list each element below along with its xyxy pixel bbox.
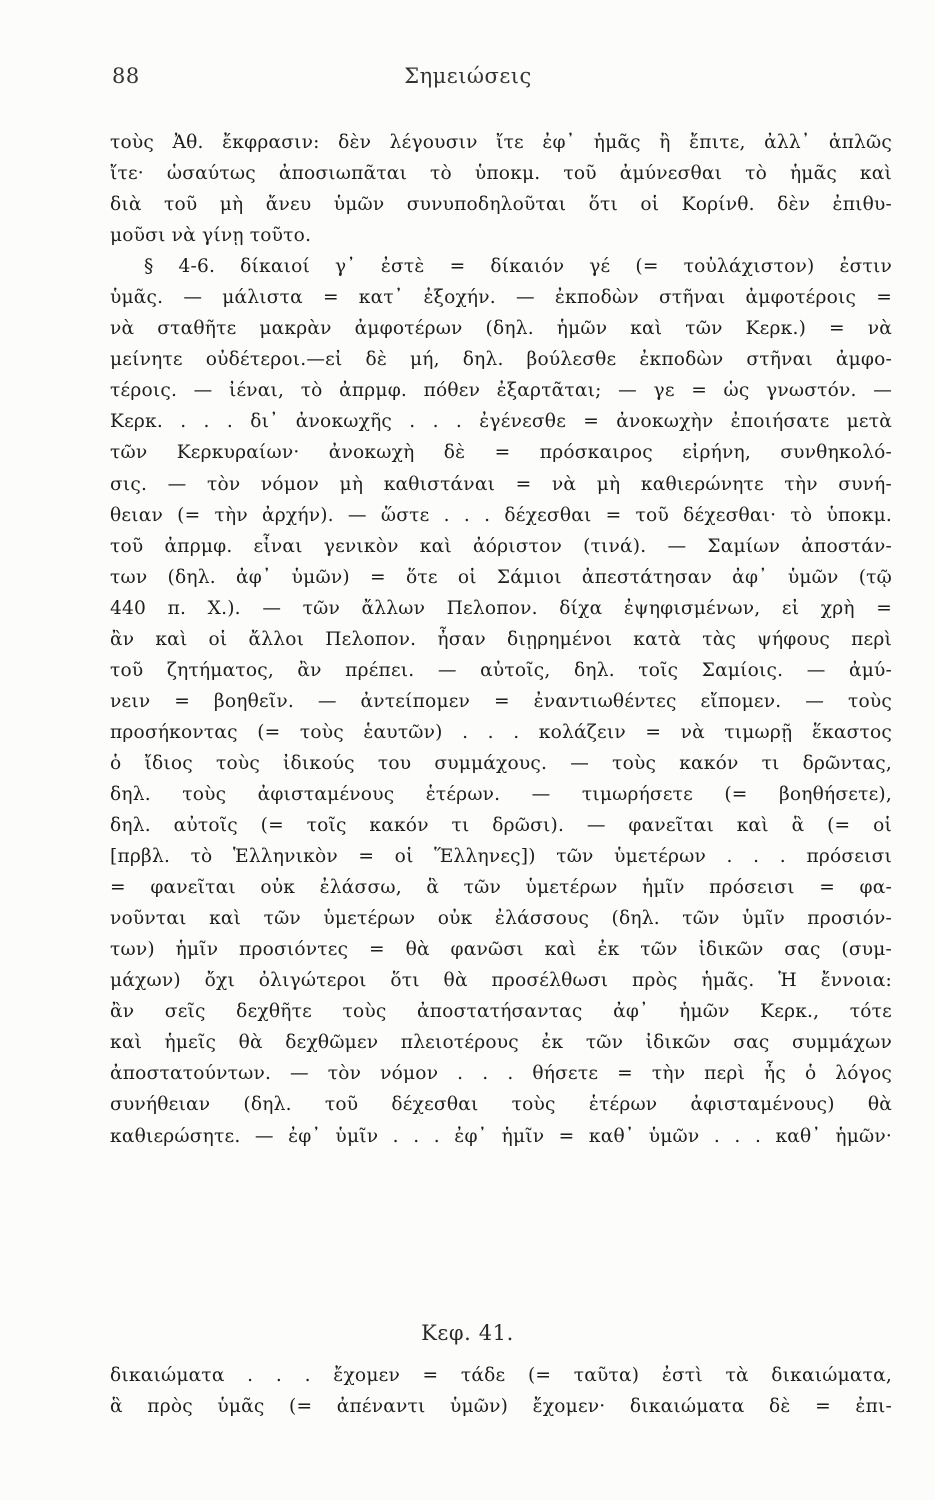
text-line: νὰ σταθῆτε μακρὰν ἀμφοτέρων (δηλ. ἡμῶν καὶ τῶν Κερκ.) = νὰ <box>110 318 892 340</box>
text-line: των (δηλ. ἀφ᾽ ὑμῶν) = ὅτε οἱ Σάμιοι ἀπεστάτησαν ἀφ᾽ ὑμῶν (τῷ <box>110 566 892 588</box>
text-line: δικαιώματα . . . ἔχομεν = τάδε (= ταῦτα) ἐστὶ τὰ δικαιώματα, <box>110 1365 892 1386</box>
text-line: καὶ ἡμεῖς θὰ δεχθῶμεν πλειοτέρους ἐκ τῶν ἰδικῶν σας συμμάχων <box>110 1032 892 1054</box>
running-title: Σημειώσεις <box>404 64 532 88</box>
text-line: μοῦσι νὰ γίνῃ τοῦτο. <box>110 225 312 247</box>
text-line: νειν = βοηθεῖν. — ἀντείπομεν = ἐναντιωθέντες εἴπομεν. — τοὺς <box>110 690 892 712</box>
text-line: τέροις. — ἰέναι, τὸ ἀπρμφ. πόθεν ἐξαρτᾶται; — γε = ὡς γνωστόν. — <box>110 380 892 402</box>
text-line: νοῦνται καὶ τῶν ὑμετέρων οὐκ ἐλάσσους (δηλ. τῶν ὑμῖν προσιόν- <box>110 908 892 930</box>
text-line: δηλ. τοὺς ἀφισταμένους ἑτέρων. — τιμωρήσετε (= βοηθήσετε), <box>110 783 892 805</box>
text-line: ἃ πρὸς ὑμᾶς (= ἀπέναντι ὑμῶν) ἔχομεν· δικαιώματα δὲ = ἐπι- <box>110 1396 892 1418</box>
chapter-body <box>110 1360 892 1422</box>
text-line: [πρβλ. τὸ Ἑλληνικὸν = οἱ Ἕλληνες]) τῶν ὑμετέρων . . . πρόσεισι <box>110 846 892 868</box>
text-line: ὑμᾶς. — μάλιστα = κατ᾽ ἐξοχήν. — ἐκποδὼν στῆναι ἀμφοτέροις = <box>110 287 892 309</box>
text-line: μείνητε οὐδέτεροι.—εἰ δὲ μή, δηλ. βούλεσθε ἐκποδὼν στῆναι ἀμφο- <box>110 349 892 371</box>
chapter-heading: Κεφ. 41. <box>421 1321 514 1345</box>
text-line: ὁ ἴδιος τοὺς ἰδικούς του συμμάχους. — τοὺς κακόν τι δρῶντας, <box>110 752 892 774</box>
text-line: προσήκοντας (= τοὺς ἑαυτῶν) . . . κολάζειν = νὰ τιμωρῇ ἕκαστος <box>110 721 892 743</box>
text-line: καθιερώσητε. — ἐφ᾽ ὑμῖν . . . ἐφ᾽ ἡμῖν = καθ᾽ ὑμῶν . . . καθ᾽ ἡμῶν· <box>110 1125 892 1147</box>
running-head <box>112 64 824 94</box>
text-line: συνήθειαν (δηλ. τοῦ δέχεσθαι τοὺς ἑτέρων ἀφισταμένους) θὰ <box>110 1094 892 1116</box>
text-line: διὰ τοῦ μὴ ἄνευ ὑμῶν συνυποδηλοῦται ὅτι οἱ Κορίνθ. δὲν ἐπιθυ- <box>110 194 892 216</box>
text-line: 440 π. Χ.). — τῶν ἄλλων Πελοπον. δίχα ἐψηφισμένων, εἰ χρὴ = <box>110 597 892 619</box>
notes-body <box>110 127 892 1152</box>
text-line: δηλ. αὐτοῖς (= τοῖς κακόν τι δρῶσι). — φανεῖται καὶ ἃ (= οἱ <box>110 815 892 837</box>
text-line: = φανεῖται οὐκ ἐλάσσω, ἃ τῶν ὑμετέρων ἡμῖν πρόσεισι = φα- <box>110 877 892 899</box>
text-line: θειαν (= τὴν ἀρχήν). — ὥστε . . . δέχεσθαι = τοῦ δέχεσθαι· τὸ ὑποκμ. <box>110 504 892 526</box>
text-line: τοῦ ἀπρμφ. εἶναι γενικὸν καὶ ἀόριστον (τινά). — Σαμίων ἀποστάν- <box>110 535 892 557</box>
text-line: τοῦ ζητήματος, ἂν πρέπει. — αὐτοῖς, δηλ. τοῖς Σαμίοις. — ἀμύ- <box>110 659 892 681</box>
text-line: § 4-6. δίκαιοί γ᾽ ἐστὲ = δίκαιόν γέ (= τοὐλάχιστον) ἐστιν <box>144 256 892 278</box>
text-line: μάχων) ὄχι ὀλιγώτεροι ὅτι θὰ προσέλθωσι πρὸς ἡμᾶς. Ἡ ἔννοια: <box>110 970 892 992</box>
text-line: ἀποστατούντων. — τὸν νόμον . . . θήσετε = τὴν περὶ ἧς ὁ λόγος <box>110 1063 892 1085</box>
text-line: ἴτε· ὡσαύτως ἀποσιωπᾶται τὸ ὑποκμ. τοῦ ἀμύνεσθαι τὸ ἡμᾶς καὶ <box>110 163 892 185</box>
text-line: Κερκ. . . . δι᾽ ἀνοκωχῆς . . . ἐγένεσθε = ἀνοκωχὴν ἐποιήσατε μετὰ <box>110 411 892 433</box>
text-line: τοὺς Ἀθ. ἔκφρασιν: δὲν λέγουσιν ἴτε ἐφ᾽ ἡμᾶς ἢ ἔπιτε, ἀλλ᾽ ἁπλῶς <box>110 132 892 153</box>
text-line: σις. — τὸν νόμον μὴ καθιστάναι = νὰ μὴ καθιερώνητε τὴν συνή- <box>110 473 892 495</box>
text-line: τῶν Κερκυραίων· ἀνοκωχὴ δὲ = πρόσκαιρος εἰρήνη, συνθηκολό- <box>110 442 892 464</box>
text-line: ἂν σεῖς δεχθῆτε τοὺς ἀποστατήσαντας ἀφ᾽ ἡμῶν Κερκ., τότε <box>110 1001 892 1023</box>
text-line: ἂν καὶ οἱ ἄλλοι Πελοπον. ἦσαν διῃρημένοι κατὰ τὰς ψήφους περὶ <box>110 628 892 650</box>
text-line: των) ἡμῖν προσιόντες = θὰ φανῶσι καὶ ἐκ τῶν ἰδικῶν σας (συμ- <box>110 939 892 961</box>
page-number: 88 <box>112 64 140 88</box>
